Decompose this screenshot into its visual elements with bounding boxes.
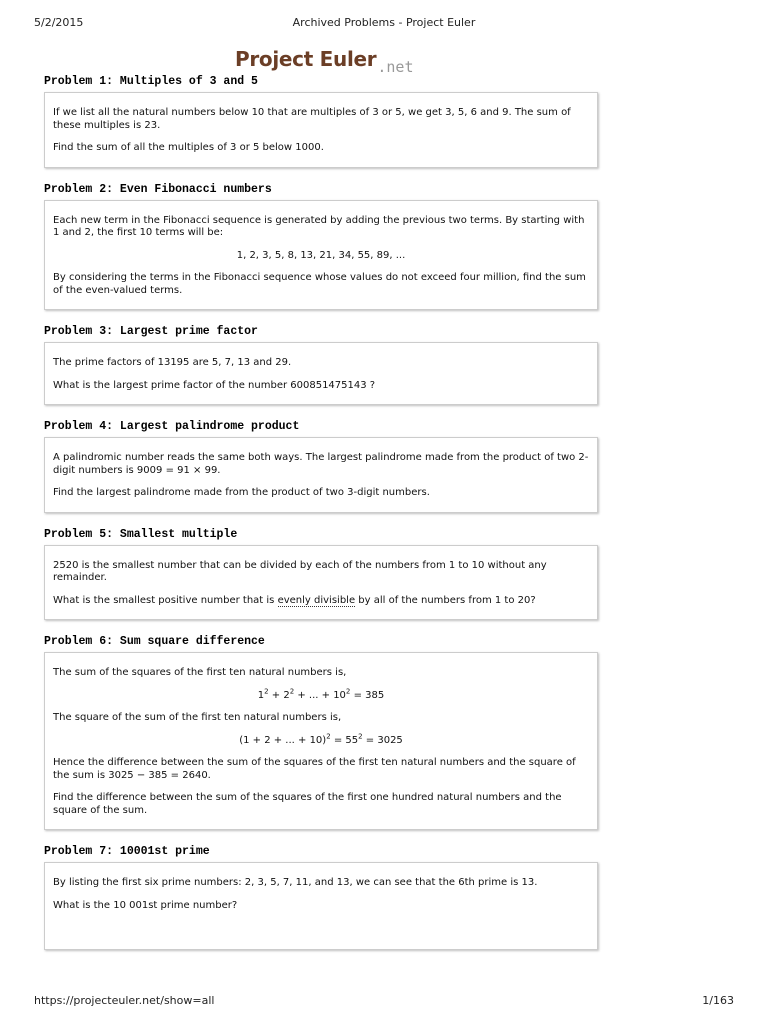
print-url[interactable]: https://projecteuler.net/show=all [34,994,215,1007]
logo-tld: .net [377,58,414,76]
eq-exponent: 2 [264,687,269,696]
problem-paragraph: Hence the difference between the sum of the squares of the first ten natural numbers and the square of the sum is 3025 − 385 = 2640. [53,757,576,781]
sum-of-squares-equation [53,687,589,703]
eq-term: + ... + 10 [294,689,346,701]
problem-paragraph: Each new term in the Fibonacci sequence is generated by adding the previous two terms. By starting with 1 and 2, the first 10 terms will be: [53,214,585,238]
problem-title[interactable]: Problem 5: Smallest multiple [44,527,238,541]
problem-paragraph: The sum of the squares of the first ten natural numbers is, [53,667,347,678]
eq-exponent: 2 [345,687,351,696]
problem-paragraph: The square of the sum of the first ten natural numbers is, [53,712,342,723]
problem-6 [44,634,598,830]
problem-content [44,862,598,950]
eq-exponent: 2 [289,687,295,696]
problem-title[interactable]: Problem 3: Largest prime factor [44,325,258,338]
problem-paragraph: What is the largest prime factor of the number 600851475143 ? [53,379,376,391]
problem-3 [44,324,598,405]
evenly-divisible-tooltip[interactable]: evenly divisible [277,594,356,606]
problem-content [44,92,598,168]
problem-content [44,200,598,311]
logo-name: Project Euler [235,47,377,71]
problem-5 [44,527,598,621]
problem-2 [44,182,598,311]
problem-paragraph: Find the sum of all the multiples of 3 or 5 below 1000. [53,142,324,153]
eq-result: = 3025 [362,734,403,746]
problem-1 [44,74,598,168]
text-segment: by all of the numbers from 1 to 20? [355,594,536,606]
print-date: 5/2/2015 [34,16,84,29]
text-segment: What is the smallest positive number that is [53,594,278,606]
problem-paragraph: A palindromic number reads the same both ways. The largest palindrome made from the product of two 2-digit numbers is 9009 = 91 × 99. [53,452,589,476]
eq-exponent: 2 [326,732,331,741]
problem-list [44,74,598,964]
print-header [34,16,734,30]
problem-title[interactable]: Problem 2: Even Fibonacci numbers [44,182,272,196]
problem-title[interactable]: Problem 1: Multiples of 3 and 5 [44,75,258,88]
problem-content [44,437,598,513]
eq-exponent: 2 [358,732,363,741]
problem-paragraph [53,595,589,608]
problem-paragraph: By listing the first six prime numbers: 2, 3, 5, 7, 11, and 13, we can see that the 6th prime is 13. [53,877,538,888]
problem-7 [44,844,598,950]
eq-result: = 385 [350,689,385,701]
site-logo[interactable] [235,47,413,77]
problem-title[interactable]: Problem 4: Largest palindrome product [44,420,300,433]
print-footer [34,994,734,1008]
problem-title[interactable]: Problem 7: 10001st prime [44,845,210,858]
problem-4 [44,419,598,513]
eq-term: = 55 [330,734,359,746]
fibonacci-sequence: 1, 2, 3, 5, 8, 13, 21, 34, 55, 89, ... [236,249,406,261]
print-page-number: 1/163 [702,994,734,1007]
eq-term: 1 [257,689,265,701]
problem-paragraph: What is the 10 001st prime number? [53,899,238,911]
problem-content [44,342,598,405]
eq-term: (1 + 2 + ... + 10) [239,734,327,746]
problem-paragraph: If we list all the natural numbers below 10 that are multiples of 3 or 5, we get 3, 5, 6 and 9. The sum of these multiples is 23. [53,107,571,131]
problem-content [44,545,598,621]
problem-content [44,652,598,830]
problem-title[interactable]: Problem 6: Sum square difference [44,635,265,648]
problem-paragraph: Find the largest palindrome made from the product of two 3-digit numbers. [53,487,430,498]
square-of-sum-equation [53,732,589,748]
problem-paragraph: 2520 is the smallest number that can be divided by each of the numbers from 1 to 10 without any remainder. [53,559,547,583]
problem-paragraph: Find the difference between the sum of the squares of the first one hundred natural numbers and the square of the sum. [53,792,562,816]
problem-paragraph: The prime factors of 13195 are 5, 7, 13 and 29. [53,357,292,368]
eq-term: + 2 [268,689,290,701]
problem-paragraph: By considering the terms in the Fibonacci sequence whose values do not exceed four million, find the sum of the even-valued terms. [53,272,586,296]
print-page-title: Archived Problems - Project Euler [292,16,476,29]
